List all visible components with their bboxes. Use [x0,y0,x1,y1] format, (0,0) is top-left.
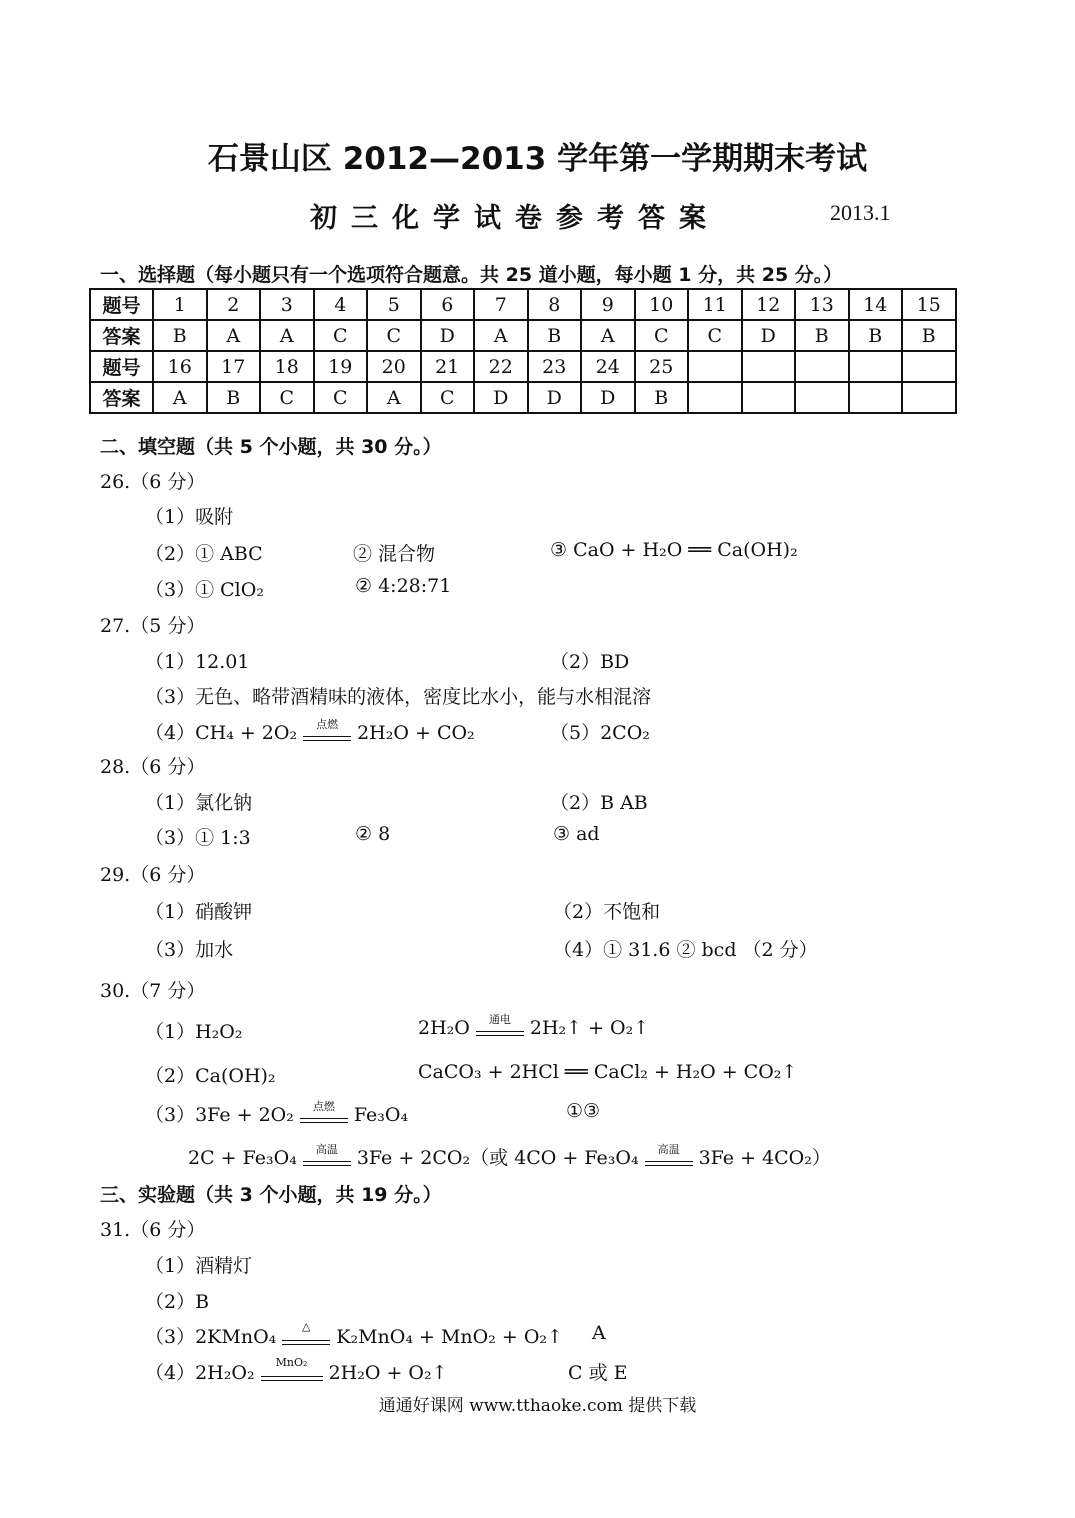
q30-equation-3 [188,1143,831,1170]
page-subtitle: 初三化学试卷参考答案 [310,203,720,234]
equation-left: （4）CH₄ + 2O₂ [145,722,298,744]
table-cell: D [421,320,475,351]
table-cell: 12 [742,289,796,320]
reaction-condition: 高温 [657,1143,680,1156]
table-cell: 11 [688,289,742,320]
table-number-row [90,351,956,382]
q28-heading: 28.（6 分） [100,756,206,778]
q31-answer-1: （1）酒精灯 [145,1255,253,1277]
table-cell: D [474,382,528,413]
q31-heading: 31.（6 分） [100,1219,206,1241]
reaction-condition: △ [302,1320,311,1333]
table-cell: 8 [528,289,582,320]
table-cell: 17 [207,351,261,382]
table-answer-row [90,320,956,351]
equation-left: 2C + Fe₃O₄ [188,1147,297,1169]
reaction-arrow [300,1100,348,1126]
table-cell [688,351,742,382]
table-cell: A [153,382,207,413]
q28-answer-3-3: ③ ad [553,823,600,845]
equation-right: 2H₂O + CO₂ [357,722,475,744]
q26-answer-2-2: ② 混合物 [353,543,436,565]
table-cell: B [849,320,903,351]
q26-answer-1: （1）吸附 [145,506,234,528]
table-number-row [90,289,956,320]
equation-left: （4）2H₂O₂ [145,1362,255,1384]
table-cell: B [153,320,207,351]
footer-source: 通通好课网 www.tthaoke.com 提供下载 [378,1396,697,1416]
equation-right: Fe₃O₄ [353,1104,409,1126]
fill-section-heading: 二、填空题（共 5 个小题，共 30 分。） [100,436,442,458]
reaction-arrow [303,718,351,744]
q31-answer-4 [145,1358,448,1385]
table-cell: B [635,382,689,413]
q27-answer-1: （1）12.01 [145,651,250,673]
table-answer-row [90,382,956,413]
equation-middle: 3Fe + 2CO₂（或 4CO + Fe₃O₄ [356,1147,639,1169]
table-cell: 20 [367,351,421,382]
equation-right: K₂MnO₄ + MnO₂ + O₂↑ [336,1326,563,1348]
q30-answer-3-mark: ①③ [566,1100,601,1122]
q27-answer-5: （5）2CO₂ [550,722,650,744]
table-cell: 2 [207,289,261,320]
table-cell [795,382,849,413]
table-cell: A [581,320,635,351]
table-cell: 22 [474,351,528,382]
table-cell: C [314,320,368,351]
table-cell: 16 [153,351,207,382]
q31-answer-3-mark: A [592,1322,606,1344]
table-cell: 9 [581,289,635,320]
q29-answer-3: （3）加水 [145,939,234,961]
table-cell: C [260,382,314,413]
table-cell: B [207,382,261,413]
q26-answer-2-3: ③ CaO + H₂O ══ Ca(OH)₂ [550,539,798,561]
equation-left: 2H₂O [418,1017,470,1039]
table-cell: A [474,320,528,351]
q27-answer-4 [145,718,475,745]
reaction-arrow [645,1143,693,1169]
reaction-condition: MnO₂ [275,1356,308,1369]
table-cell: 3 [260,289,314,320]
table-cell: 1 [153,289,207,320]
table-cell: 15 [902,289,956,320]
table-cell [742,382,796,413]
table-cell: 21 [421,351,475,382]
q30-answer-1: （1）H₂O₂ [145,1021,243,1043]
q30-equation-1 [418,1013,650,1039]
equation-right: 3Fe + 4CO₂） [698,1147,831,1169]
q26-answer-3-1: （3）① ClO₂ [145,579,264,601]
q31-answer-4-mark: C 或 E [568,1362,628,1384]
reaction-condition: 高温 [315,1143,338,1156]
table-cell [902,382,956,413]
table-cell: B [902,320,956,351]
answer-table [89,288,957,414]
table-cell [849,382,903,413]
table-row-label: 题号 [90,289,153,320]
equation-left: （3）3Fe + 2O₂ [145,1104,294,1126]
table-cell: 24 [581,351,635,382]
reaction-condition: 点燃 [316,718,339,731]
table-cell: 18 [260,351,314,382]
table-cell: A [367,382,421,413]
table-cell: A [260,320,314,351]
table-cell [795,351,849,382]
table-cell: 10 [635,289,689,320]
choice-section-heading: 一、选择题（每小题只有一个选项符合题意。共 25 道小题，每小题 1 分，共 25 分。） [100,264,843,286]
q26-answer-3-2: ② 4:28:71 [355,575,452,597]
reaction-condition: 点燃 [312,1100,335,1113]
reaction-arrow [303,1143,351,1169]
table-cell: B [528,320,582,351]
table-cell: B [795,320,849,351]
exp-section-heading: 三、实验题（共 3 个小题，共 19 分。） [100,1184,442,1206]
q26-heading: 26.（6 分） [100,471,206,493]
table-row-label: 答案 [90,320,153,351]
table-cell [902,351,956,382]
table-cell [849,351,903,382]
table-row-label: 答案 [90,382,153,413]
q28-answer-1: （1）氯化钠 [145,792,253,814]
table-cell: 6 [421,289,475,320]
q31-answer-3 [145,1322,563,1349]
equation-right: 2H₂O + O₂↑ [328,1362,448,1384]
equation-left: （3）2KMnO₄ [145,1326,277,1348]
q27-answer-3: （3）无色、略带酒精味的液体，密度比水小，能与水相混溶 [145,686,652,708]
table-cell: A [207,320,261,351]
table-cell: 23 [528,351,582,382]
table-cell: D [528,382,582,413]
table-cell: C [367,320,421,351]
q29-answer-4: （4）① 31.6 ② bcd （2 分） [553,939,818,961]
reaction-arrow [476,1013,524,1039]
q31-answer-2: （2）B [145,1291,210,1313]
table-cell [688,382,742,413]
reaction-condition: 通电 [488,1013,511,1026]
table-cell: 7 [474,289,528,320]
q29-answer-2: （2）不饱和 [553,901,661,923]
table-cell: 4 [314,289,368,320]
reaction-arrow [261,1356,323,1384]
q29-answer-1: （1）硝酸钾 [145,901,253,923]
table-cell: C [314,382,368,413]
page-title: 石景山区 2012—2013 学年第一学期期末考试 [207,141,868,177]
q27-answer-2: （2）BD [550,651,630,673]
q30-heading: 30.（7 分） [100,980,206,1002]
table-cell: 19 [314,351,368,382]
equation-right: 2H₂↑ + O₂↑ [529,1017,650,1039]
table-cell: C [635,320,689,351]
reaction-arrow [282,1320,330,1348]
table-cell: C [421,382,475,413]
table-cell: 5 [367,289,421,320]
q26-answer-2-1: （2）① ABC [145,543,263,565]
q28-answer-2: （2）B AB [550,792,648,814]
q30-answer-3 [145,1100,408,1127]
table-cell: D [742,320,796,351]
q29-heading: 29.（6 分） [100,864,206,886]
table-cell [742,351,796,382]
table-cell: 14 [849,289,903,320]
table-row-label: 题号 [90,351,153,382]
table-cell: 25 [635,351,689,382]
exam-date: 2013.1 [830,200,891,225]
q28-answer-3-2: ② 8 [355,823,391,845]
q27-heading: 27.（5 分） [100,615,206,637]
table-cell: 13 [795,289,849,320]
q28-answer-3-1: （3）① 1:3 [145,827,251,849]
q30-answer-2: （2）Ca(OH)₂ [145,1065,276,1087]
table-cell: D [581,382,635,413]
q30-equation-2: CaCO₃ + 2HCl ══ CaCl₂ + H₂O + CO₂↑ [418,1061,798,1083]
table-cell: C [688,320,742,351]
